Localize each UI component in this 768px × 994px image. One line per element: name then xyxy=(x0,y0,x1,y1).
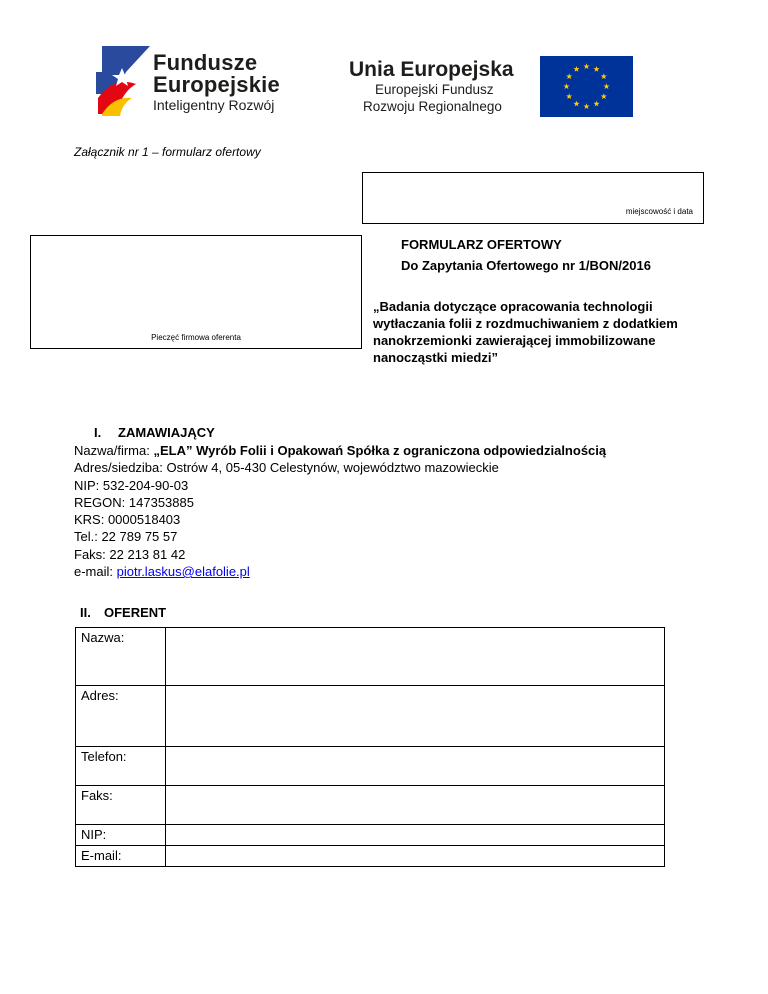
buyer-fax: Faks: 22 213 81 42 xyxy=(74,546,186,562)
table-row xyxy=(76,628,665,686)
bidder-label-address: Adres: xyxy=(76,686,166,747)
bidder-label-nip: NIP: xyxy=(76,825,166,846)
subject-line: nanocząstki miedzi” xyxy=(373,350,498,365)
bidder-nip-field[interactable] xyxy=(166,825,665,846)
buyer-name-value: „ELA” Wyrób Folii i Opakowań Spółka z ograniczona odpowiedzialnością xyxy=(153,443,607,458)
buyer-address: Adres/siedziba: Ostrów 4, 05-430 Celestynów, województwo mazowieckie xyxy=(74,460,499,476)
buyer-info xyxy=(74,442,606,580)
section-2-title: OFERENT xyxy=(104,605,167,620)
bidder-label-email: E-mail: xyxy=(76,846,166,867)
form-subtitle: Do Zapytania Ofertowego nr 1/BON/2016 xyxy=(401,258,651,273)
bidder-name-field[interactable] xyxy=(166,628,665,686)
table-row xyxy=(76,786,665,825)
fe-logo-line1: Fundusze xyxy=(153,50,258,75)
eu-flag-icon xyxy=(540,56,633,117)
table-row xyxy=(76,686,665,747)
bidder-label-phone: Telefon: xyxy=(76,747,166,786)
ue-subtitle-line1: Europejski Fundusz xyxy=(375,82,494,97)
buyer-nip: NIP: 532-204-90-03 xyxy=(74,477,189,493)
annex-label: Załącznik nr 1 – formularz ofertowy xyxy=(74,145,261,159)
buyer-name-label: Nazwa/firma: xyxy=(74,443,154,458)
table-row xyxy=(76,825,665,846)
subject-line: nanokrzemionki zawierającej immobilizowane xyxy=(373,333,656,348)
bidder-label-fax: Faks: xyxy=(76,786,166,825)
buyer-email-label: e-mail: xyxy=(74,564,117,580)
buyer-email-row xyxy=(74,563,606,580)
bidder-label-name: Nazwa: xyxy=(76,628,166,686)
bidder-email-field[interactable] xyxy=(166,846,665,867)
fundusze-europejskie-logo-icon xyxy=(92,42,156,118)
buyer-regon: REGON: 147353885 xyxy=(74,494,194,510)
buyer-tel: Tel.: 22 789 75 57 xyxy=(74,529,178,545)
bidder-fax-field[interactable] xyxy=(166,786,665,825)
table-row xyxy=(76,747,665,786)
place-date-label: miejscowość i data xyxy=(625,207,693,216)
ue-subtitle-line2: Rozwoju Regionalnego xyxy=(363,99,502,114)
ue-title: Unia Europejska xyxy=(349,58,514,81)
subject-text xyxy=(373,298,703,366)
form-title: FORMULARZ OFERTOWY xyxy=(401,237,562,252)
section-1-heading xyxy=(94,425,215,440)
fe-logo-line2: Europejskie xyxy=(153,72,280,97)
buyer-krs: KRS: 0000518403 xyxy=(74,512,181,528)
table-row xyxy=(76,846,665,867)
buyer-name-row xyxy=(74,442,606,459)
section-1-number: I. xyxy=(94,425,102,440)
subject-line: wytłaczania folii z rozdmuchiwaniem z dodatkiem xyxy=(373,316,678,331)
section-1-title: ZAMAWIAJĄCY xyxy=(118,425,215,440)
subject-line: „Badania dotyczące opracowania technologii xyxy=(373,299,653,314)
bidder-phone-field[interactable] xyxy=(166,747,665,786)
bidder-address-field[interactable] xyxy=(166,686,665,747)
company-stamp-label: Pieczęć firmowa oferenta xyxy=(151,333,241,342)
company-stamp-box[interactable] xyxy=(30,235,362,349)
fe-logo-subtitle: Inteligentny Rozwój xyxy=(153,97,275,113)
bidder-table xyxy=(75,627,665,867)
place-date-box[interactable] xyxy=(362,172,704,224)
section-2-number: II. xyxy=(80,605,91,620)
buyer-email-link[interactable]: piotr.laskus@elafolie.pl xyxy=(116,564,250,580)
section-2-heading xyxy=(80,605,166,620)
